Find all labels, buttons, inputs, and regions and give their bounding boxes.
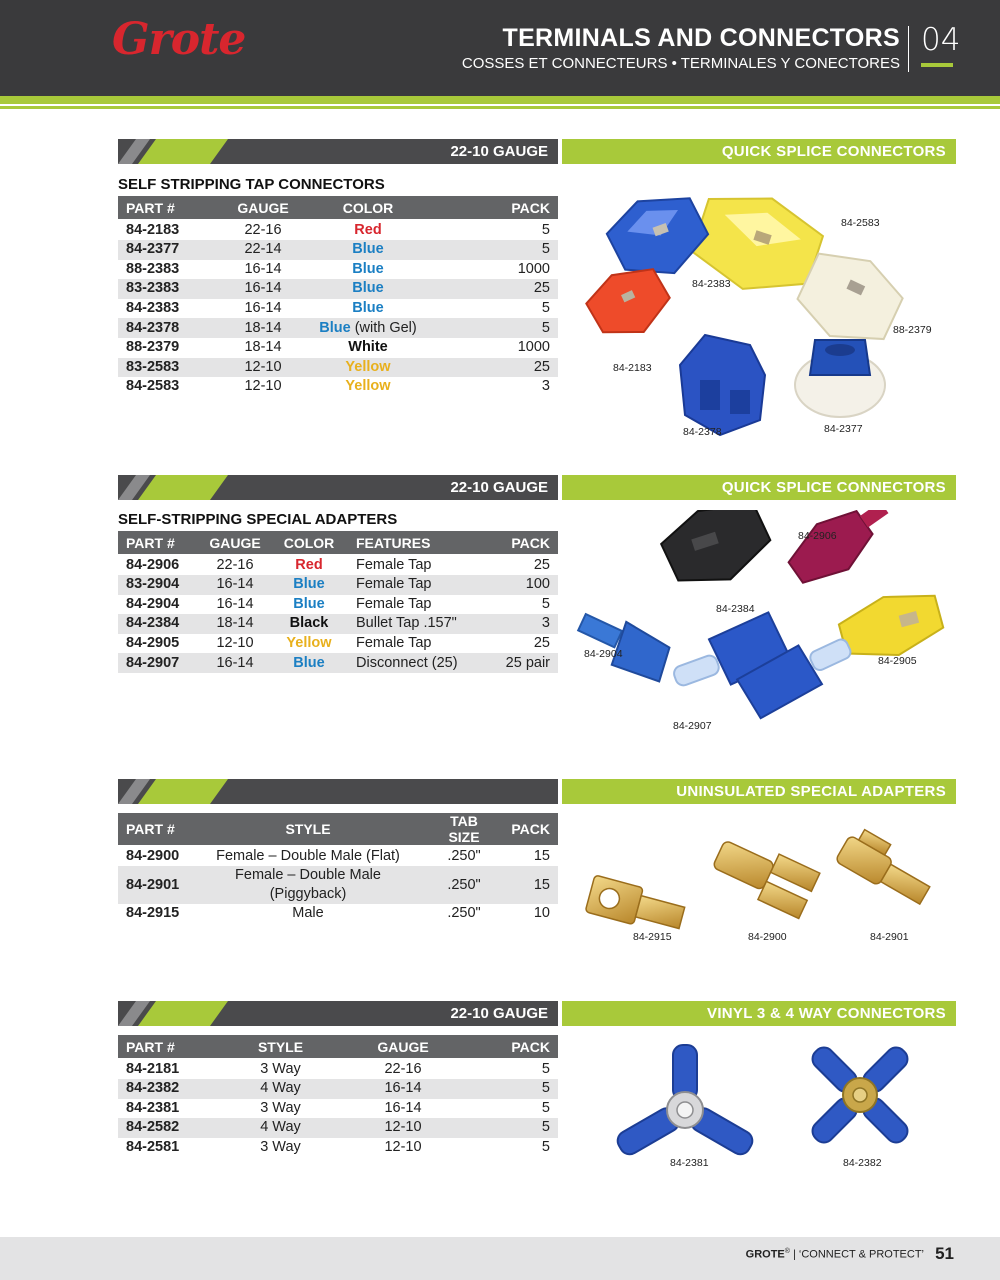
color-cell — [298, 299, 438, 319]
pack-cell: 3 — [478, 614, 558, 634]
style-cell: 4 Way — [228, 1118, 333, 1138]
col-part: PART # — [118, 196, 228, 219]
part-number-cell: 83-2383 — [118, 279, 228, 299]
section-4-banner — [118, 1001, 558, 1026]
gauge-cell: 18-14 — [228, 318, 298, 338]
pack-cell: 5 — [541, 1061, 550, 1077]
table-row — [118, 653, 558, 673]
part-number-cell: 84-2581 — [126, 1139, 180, 1156]
style-cell: Female – Double Male (Flat) — [216, 848, 400, 864]
category-label: QUICK SPLICE CONNECTORS — [721, 143, 946, 160]
col-color: COLOR — [270, 531, 348, 554]
table-row — [118, 904, 558, 924]
stripe-decoration — [118, 139, 248, 164]
pack-cell: 5 — [438, 240, 558, 260]
tap-connectors-table — [118, 196, 558, 397]
style-cell: 3 Way — [260, 1139, 301, 1156]
color-note: (with Gel) — [350, 319, 417, 336]
footer-brand: GROTE — [745, 1248, 785, 1261]
col-pack: PACK — [478, 531, 558, 554]
color-name: Blue — [352, 280, 384, 297]
table-row — [118, 219, 558, 240]
pack-cell: 5 — [541, 595, 550, 612]
category-label: VINYL 3 & 4 WAY CONNECTORS — [707, 1005, 946, 1022]
photo-caption: 84-2900 — [748, 931, 787, 943]
color-cell — [298, 279, 438, 299]
part-number-cell: 84-2381 — [126, 1099, 180, 1116]
color-name: Blue — [352, 300, 384, 317]
photo-caption: 84-2906 — [798, 530, 837, 542]
color-cell — [298, 338, 438, 358]
table-row — [118, 575, 558, 595]
photo-caption: 84-2915 — [633, 931, 672, 943]
color-cell — [298, 240, 438, 260]
part-number-cell: 88-2383 — [126, 260, 180, 277]
pack-cell: 1000 — [517, 339, 550, 356]
pack-cell: 5 — [541, 1099, 550, 1116]
col-gauge: GAUGE — [200, 531, 270, 554]
col-style: STYLE — [188, 813, 428, 845]
header-green-line — [0, 106, 1000, 109]
photo-caption: 84-2381 — [670, 1157, 709, 1169]
photo-caption: 84-2904 — [584, 648, 623, 660]
color-cell: Blue — [270, 653, 348, 673]
category-label: QUICK SPLICE CONNECTORS — [721, 479, 946, 496]
part-number-cell: 84-2906 — [126, 557, 180, 573]
gauge-cell: 16-14 — [216, 595, 254, 612]
uninsulated-adapters-illustration — [575, 815, 960, 950]
header-divider — [908, 26, 909, 72]
col-gauge: GAUGE — [333, 1035, 473, 1058]
color-cell: Blue — [270, 575, 348, 595]
table-row — [118, 260, 558, 280]
pack-cell: 5 — [473, 1079, 558, 1099]
page-subtitle: COSSES ET CONNECTEURS • TERMINALES Y CONECTORES — [461, 55, 900, 72]
pack-cell: 5 — [541, 222, 550, 238]
gauge-cell: 16-14 — [244, 260, 282, 277]
section-2-banner — [118, 475, 558, 500]
part-number-cell: 84-2583 — [126, 378, 180, 395]
pack-cell: 100 — [478, 575, 558, 595]
style-cell: 3 Way — [260, 1061, 301, 1077]
photo-caption: 84-2378 — [683, 426, 722, 438]
table-row — [118, 554, 558, 575]
section-1-category-tag — [562, 139, 956, 164]
table-header-row — [118, 531, 558, 554]
table-row — [118, 338, 558, 358]
gauge-cell: 22-14 — [228, 240, 298, 260]
section-number-underline — [921, 63, 953, 67]
color-cell — [298, 260, 438, 280]
features-cell: Bullet Tap .157" — [348, 614, 478, 634]
photo-caption: 84-2384 — [716, 603, 755, 615]
special-adapters-illustration — [575, 510, 960, 760]
tab-size-cell: .250" — [428, 866, 500, 904]
col-gauge: GAUGE — [228, 196, 298, 219]
vinyl-connectors-table — [118, 1035, 558, 1157]
part-number-cell: 84-2905 — [126, 635, 180, 652]
header-green-band — [0, 96, 1000, 104]
pack-cell: 25 — [533, 635, 550, 652]
table-row — [118, 595, 558, 615]
table-row — [118, 240, 558, 260]
table-row — [118, 1099, 558, 1119]
photo-caption: 84-2583 — [841, 217, 880, 229]
style-cell: Female – Double Male (Piggyback) — [188, 866, 428, 904]
features-cell: Female Tap — [356, 635, 432, 652]
pack-cell: 5 — [473, 1118, 558, 1138]
color-name: Yellow — [345, 358, 391, 375]
pack-cell: 15 — [533, 848, 550, 864]
page-header — [0, 0, 1000, 96]
table-row — [118, 1138, 558, 1158]
table-row — [118, 358, 558, 378]
uninsulated-adapters-photo — [575, 815, 960, 950]
gauge-label: 22-10 GAUGE — [450, 1005, 548, 1022]
part-number-cell: 84-2901 — [118, 866, 188, 904]
col-color: COLOR — [298, 196, 438, 219]
part-number-cell: 84-2384 — [118, 614, 200, 634]
gauge-cell: 16-14 — [228, 279, 298, 299]
color-cell: Red — [295, 557, 323, 573]
photo-caption: 88-2379 — [893, 324, 932, 336]
gauge-cell: 22-16 — [244, 222, 282, 238]
pack-cell: 5 — [541, 1139, 550, 1156]
color-name: Yellow — [345, 378, 391, 395]
pack-cell: 15 — [500, 866, 558, 904]
gauge-cell: 12-10 — [384, 1139, 422, 1156]
pack-cell: 5 — [541, 300, 550, 317]
part-number-cell: 84-2900 — [126, 848, 180, 864]
section-number: 04 — [921, 22, 961, 58]
photo-caption: 84-2901 — [870, 931, 909, 943]
photo-caption: 84-2183 — [613, 362, 652, 374]
color-cell — [298, 219, 438, 240]
color-cell — [298, 318, 438, 338]
photo-caption: 84-2377 — [824, 423, 863, 435]
tap-connectors-illustration — [575, 170, 960, 450]
category-label: UNINSULATED SPECIAL ADAPTERS — [676, 783, 946, 800]
gauge-cell: 16-14 — [384, 1099, 422, 1116]
gauge-cell: 12-10 — [216, 635, 254, 652]
pack-cell: 5 — [438, 318, 558, 338]
section-2-category-tag — [562, 475, 956, 500]
table-row — [118, 279, 558, 299]
page-title: TERMINALS AND CONNECTORS — [502, 24, 900, 52]
table-header-row — [118, 196, 558, 219]
grote-logo: Grote — [112, 14, 246, 65]
section-3-banner — [118, 779, 558, 804]
part-number-cell: 84-2183 — [126, 222, 180, 238]
gauge-cell: 12-10 — [333, 1118, 473, 1138]
section-4-category-tag — [562, 1001, 956, 1026]
features-cell: Female Tap — [356, 557, 432, 573]
color-name: Blue — [352, 241, 384, 258]
special-adapters-table — [118, 531, 558, 673]
part-number-cell: 84-2377 — [118, 240, 228, 260]
uninsulated-adapters-table — [118, 813, 558, 924]
col-part: PART # — [118, 531, 200, 554]
gauge-label: 22-10 GAUGE — [450, 143, 548, 160]
part-number-cell: 83-2583 — [118, 358, 228, 378]
color-name: Blue — [319, 319, 351, 336]
gauge-cell: 22-16 — [216, 557, 254, 573]
tab-size-cell: .250" — [447, 848, 481, 864]
gauge-cell: 16-14 — [244, 300, 282, 317]
col-pack: PACK — [473, 1035, 558, 1058]
style-cell: Male — [292, 905, 324, 922]
color-name: Blue — [352, 260, 384, 277]
features-cell: Female Tap — [348, 575, 478, 595]
table-header-row — [118, 1035, 558, 1058]
features-cell: Disconnect (25) — [348, 653, 478, 673]
part-number-cell: 84-2382 — [118, 1079, 228, 1099]
pack-cell: 25 pair — [478, 653, 558, 673]
col-features: FEATURES — [348, 531, 478, 554]
table-row — [118, 1058, 558, 1079]
part-number-cell: 83-2904 — [118, 575, 200, 595]
gauge-cell: 16-14 — [200, 575, 270, 595]
table-row — [118, 299, 558, 319]
photo-caption: 84-2382 — [843, 1157, 882, 1169]
color-name: White — [348, 339, 388, 356]
col-style: STYLE — [228, 1035, 333, 1058]
col-part: PART # — [118, 813, 188, 845]
vinyl-connectors-illustration — [575, 1035, 960, 1175]
color-cell: Blue — [293, 595, 325, 612]
pack-cell: 3 — [541, 378, 550, 395]
section-1-title: SELF STRIPPING TAP CONNECTORS — [118, 176, 385, 193]
color-cell — [298, 377, 438, 397]
col-pack: PACK — [438, 196, 558, 219]
pack-cell: 25 — [533, 557, 550, 573]
pack-cell: 10 — [533, 905, 550, 922]
col-part: PART # — [118, 1035, 228, 1058]
gauge-cell: 16-14 — [333, 1079, 473, 1099]
part-number-cell: 84-2383 — [126, 300, 180, 317]
table-row — [118, 318, 558, 338]
table-row — [118, 1118, 558, 1138]
gauge-cell: 22-16 — [384, 1061, 422, 1077]
gauge-cell: 12-10 — [228, 358, 298, 378]
stripe-decoration — [118, 475, 248, 500]
part-number-cell: 84-2378 — [118, 318, 228, 338]
section-3-category-tag — [562, 779, 956, 804]
tab-size-cell: .250" — [447, 905, 481, 922]
table-row — [118, 866, 558, 904]
special-adapters-photo — [575, 510, 960, 760]
photo-caption: 84-2383 — [692, 278, 731, 290]
color-cell: Yellow — [286, 635, 332, 652]
stripe-decoration — [118, 779, 248, 804]
photo-caption: 84-2905 — [878, 655, 917, 667]
color-cell — [298, 358, 438, 378]
color-name: Red — [354, 222, 382, 238]
col-tab-size: TAB SIZE — [428, 813, 500, 845]
table-row — [118, 634, 558, 654]
gauge-label: 22-10 GAUGE — [450, 479, 548, 496]
style-cell: 3 Way — [260, 1099, 301, 1116]
photo-caption: 84-2907 — [673, 720, 712, 732]
table-row — [118, 1079, 558, 1099]
section-1-banner — [118, 139, 558, 164]
page-number: 51 — [935, 1244, 954, 1263]
vinyl-connectors-photo — [575, 1035, 960, 1175]
part-number-cell: 88-2379 — [126, 339, 180, 356]
style-cell: 4 Way — [228, 1079, 333, 1099]
gauge-cell: 18-14 — [244, 339, 282, 356]
pack-cell: 1000 — [517, 260, 550, 277]
stripe-decoration — [118, 1001, 248, 1026]
features-cell: Female Tap — [356, 595, 432, 612]
table-row — [118, 377, 558, 397]
gauge-cell: 12-10 — [244, 378, 282, 395]
part-number-cell: 84-2904 — [126, 595, 180, 612]
table-row — [118, 614, 558, 634]
table-header-row — [118, 813, 558, 845]
part-number-cell: 84-2907 — [118, 653, 200, 673]
part-number-cell: 84-2915 — [126, 905, 180, 922]
gauge-cell: 18-14 — [200, 614, 270, 634]
col-pack: PACK — [500, 813, 558, 845]
footer-registered-mark: ® — [784, 1248, 790, 1255]
page-footer — [0, 1237, 1000, 1280]
quick-splice-photo — [575, 170, 960, 450]
part-number-cell: 84-2582 — [118, 1118, 228, 1138]
color-cell: Black — [270, 614, 348, 634]
pack-cell: 25 — [438, 358, 558, 378]
section-2-title: SELF-STRIPPING SPECIAL ADAPTERS — [118, 511, 398, 528]
pack-cell: 25 — [438, 279, 558, 299]
part-number-cell: 84-2181 — [126, 1061, 180, 1077]
table-row — [118, 845, 558, 866]
footer-tagline-text: | ‘CONNECT & PROTECT’ — [793, 1248, 924, 1261]
footer-tagline — [746, 1248, 924, 1261]
gauge-cell: 16-14 — [200, 653, 270, 673]
